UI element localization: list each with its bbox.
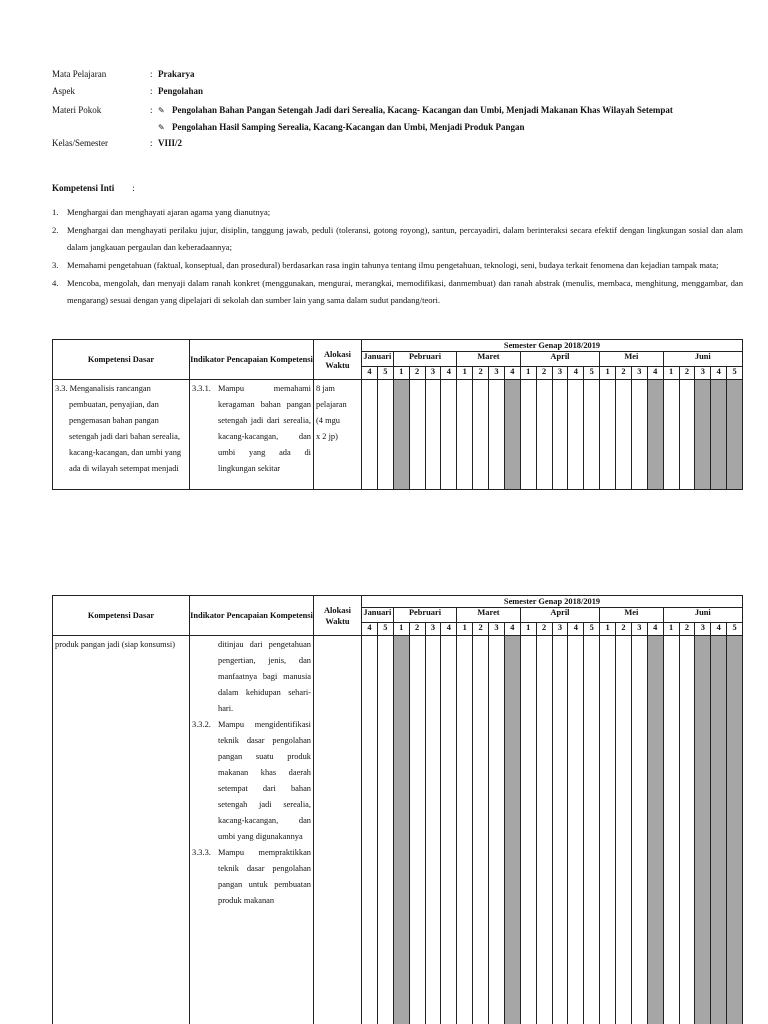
aspek-row xyxy=(52,85,752,102)
mapel-row xyxy=(52,68,752,85)
schedule-cell xyxy=(536,636,552,1024)
month-header: Januari xyxy=(362,352,394,367)
week-header: 2 xyxy=(409,623,425,636)
schedule-table-2 xyxy=(52,595,743,1024)
col-kd-header: Kompetensi Dasar xyxy=(53,340,190,380)
identity-block xyxy=(52,68,752,154)
pen-bullet-icon: ✎ xyxy=(158,106,165,115)
week-header: 3 xyxy=(425,367,441,380)
schedule-cell xyxy=(631,636,647,1024)
kelas-label: Kelas/Semester xyxy=(52,138,108,148)
schedule-cell xyxy=(441,636,457,1024)
week-header: 1 xyxy=(520,623,536,636)
schedule-cell xyxy=(457,636,473,1024)
week-header: 4 xyxy=(568,623,584,636)
schedule-cell xyxy=(695,380,711,490)
schedule-cell xyxy=(425,380,441,490)
week-header: 5 xyxy=(377,623,393,636)
week-header: 4 xyxy=(362,623,378,636)
schedule-cell xyxy=(362,636,378,1024)
week-header: 1 xyxy=(393,623,409,636)
month-header: Mei xyxy=(600,608,664,623)
week-header: 2 xyxy=(616,623,632,636)
schedule-cell xyxy=(552,380,568,490)
month-header: April xyxy=(520,352,599,367)
schedule-cell xyxy=(679,380,695,490)
aspek-label: Aspek xyxy=(52,86,75,96)
schedule-cell xyxy=(647,380,663,490)
week-header: 3 xyxy=(489,623,505,636)
week-header: 4 xyxy=(647,623,663,636)
schedule-cell xyxy=(362,380,378,490)
mapel-colon: : xyxy=(150,69,153,79)
materi-row xyxy=(52,102,752,119)
schedule-cell xyxy=(409,636,425,1024)
materi-label: Materi Pokok xyxy=(52,105,102,115)
week-header: 3 xyxy=(489,367,505,380)
week-header: 2 xyxy=(473,623,489,636)
kelas-row xyxy=(52,137,752,154)
schedule-cell xyxy=(600,380,616,490)
week-header: 4 xyxy=(504,623,520,636)
week-header: 2 xyxy=(536,623,552,636)
month-header: Maret xyxy=(457,352,521,367)
week-header: 1 xyxy=(520,367,536,380)
schedule-cell xyxy=(727,636,743,1024)
schedule-cell xyxy=(425,636,441,1024)
week-header: 4 xyxy=(711,623,727,636)
schedule-cell xyxy=(489,636,505,1024)
schedule-cell xyxy=(600,636,616,1024)
week-header: 3 xyxy=(695,623,711,636)
week-header: 3 xyxy=(631,367,647,380)
ki-colon: : xyxy=(132,183,135,193)
kd-cell: produk pangan jadi (siap konsumsi) xyxy=(53,636,190,1024)
ind-cell: ditinjau dari pengetahuan pengertian, jenis, dan manfaatnya bagi manusia dalam kehidupan sehari-hari. 3.3.2. Mampu mengidentifikasi teknik dasar pengolahan pangan suatu produk makanan khas daerah setempat dari bahan setengah jadi serealia, kacang-kacangan, dan umbi yang digunakannya 3.3.3. Mampu mempraktikkan teknik dasar pengolahan pangan untuk pembuatan produk makanan xyxy=(190,636,314,1024)
week-header: 4 xyxy=(362,367,378,380)
semester-header: Semester Genap 2018/2019 xyxy=(362,596,743,608)
ki-item: 3. Memahami pengetahuan (faktual, konseptual, dan prosedural) berdasarkan rasa ingin tahunya tentang ilmu pengetahuan, teknologi, seni, budaya terkait fenomena dan kejadian tampak mata; xyxy=(52,260,719,270)
kd-cell: 3.3. Menganalisis rancangan pembuatan, penyajian, dan pengemasan bahan pangan setengah jadi dari bahan serealia, kacang-kacangan, dan umbi yang ada di wilayah setempat menjadi xyxy=(53,380,190,490)
col-alok-header: Alokasi Waktu xyxy=(314,340,362,380)
schedule-cell xyxy=(679,636,695,1024)
schedule-cell xyxy=(695,636,711,1024)
schedule-cell xyxy=(584,380,600,490)
aspek-value: Pengolahan xyxy=(158,86,204,96)
alok-cell: 8 jam pelajaran (4 mgu x 2 jp) xyxy=(314,380,362,490)
schedule-cell xyxy=(552,636,568,1024)
schedule-cell xyxy=(663,636,679,1024)
materi-item-2: Pengolahan Hasil Samping Serealia, Kacang-Kacangan dan Umbi, Menjadi Produk Pangan xyxy=(172,122,525,132)
week-header: 3 xyxy=(425,623,441,636)
week-header: 4 xyxy=(568,367,584,380)
col-kd-header: Kompetensi Dasar xyxy=(53,596,190,636)
aspek-colon: : xyxy=(150,86,153,96)
month-header: Juni xyxy=(663,608,742,623)
semester-header: Semester Genap 2018/2019 xyxy=(362,340,743,352)
ki-list xyxy=(52,204,743,310)
schedule-cell xyxy=(647,636,663,1024)
materi-colon: : xyxy=(150,105,153,115)
week-header: 3 xyxy=(552,623,568,636)
schedule-cell xyxy=(663,380,679,490)
schedule-cell xyxy=(568,380,584,490)
col-ind-header: Indikator Pencapaian Kompetensi xyxy=(190,340,314,380)
week-header: 3 xyxy=(631,623,647,636)
schedule-cell xyxy=(409,380,425,490)
month-header: Mei xyxy=(600,352,664,367)
week-header: 5 xyxy=(727,367,743,380)
week-header: 5 xyxy=(377,367,393,380)
mapel-value: Prakarya xyxy=(158,69,195,79)
week-header: 1 xyxy=(663,623,679,636)
schedule-cell xyxy=(584,636,600,1024)
month-header: Juni xyxy=(663,352,742,367)
schedule-cell xyxy=(631,380,647,490)
week-header: 2 xyxy=(409,367,425,380)
week-header: 3 xyxy=(695,367,711,380)
week-header: 4 xyxy=(504,367,520,380)
kelas-value: VIII/2 xyxy=(158,138,183,148)
ki-item: 1. Menghargai dan menghayati ajaran agama yang dianutnya; xyxy=(52,207,271,217)
month-header: Maret xyxy=(457,608,521,623)
week-header: 1 xyxy=(600,367,616,380)
table-row xyxy=(53,380,743,490)
week-header: 2 xyxy=(536,367,552,380)
kelas-colon: : xyxy=(150,138,153,148)
month-header: Pebruari xyxy=(393,608,457,623)
week-header: 5 xyxy=(584,367,600,380)
week-header: 2 xyxy=(473,367,489,380)
col-alok-header: Alokasi Waktu xyxy=(314,596,362,636)
schedule-cell xyxy=(377,380,393,490)
ki-item: 2. Menghargai dan menghayati perilaku jujur, disiplin, tanggung jawab, peduli (toleransi, gotong royong), santun, percayadiri, dalam berinteraksi secara efektif dengan lingkungan sosial dan alam dalam jangkauan pergaulan dan keberadaannya; xyxy=(52,225,743,252)
week-header: 1 xyxy=(457,367,473,380)
schedule-cell xyxy=(377,636,393,1024)
alok-cell xyxy=(314,636,362,1024)
week-header: 4 xyxy=(711,367,727,380)
week-header: 1 xyxy=(457,623,473,636)
week-header: 2 xyxy=(679,623,695,636)
week-header: 5 xyxy=(584,623,600,636)
week-header: 5 xyxy=(727,623,743,636)
ind-cell: 3.3.1. Mampu memahami keragaman bahan pangan setengah jadi dari serealia, kacang-kacangan, dan umbi yang ada di lingkungan sekitar xyxy=(190,380,314,490)
schedule-cell xyxy=(489,380,505,490)
schedule-cell xyxy=(616,380,632,490)
week-header: 4 xyxy=(647,367,663,380)
col-ind-header: Indikator Pencapaian Kompetensi xyxy=(190,596,314,636)
schedule-cell xyxy=(457,380,473,490)
schedule-cell xyxy=(616,636,632,1024)
schedule-cell xyxy=(504,636,520,1024)
schedule-cell xyxy=(520,380,536,490)
schedule-cell xyxy=(473,636,489,1024)
schedule-cell xyxy=(393,636,409,1024)
schedule-cell xyxy=(473,380,489,490)
schedule-cell xyxy=(504,380,520,490)
schedule-cell xyxy=(393,380,409,490)
week-header: 4 xyxy=(441,623,457,636)
materi-item-1: Pengolahan Bahan Pangan Setengah Jadi dari Serealia, Kacang- Kacangan dan Umbi, Menjadi Makanan Khas Wilayah Setempat xyxy=(172,105,673,115)
schedule-cell xyxy=(441,380,457,490)
pen-bullet-icon: ✎ xyxy=(158,123,165,132)
schedule-cell xyxy=(536,380,552,490)
schedule-cell xyxy=(520,636,536,1024)
week-header: 3 xyxy=(552,367,568,380)
ki-item: 4. Mencoba, mengolah, dan menyaji dalam ranah konkret (menggunakan, mengurai, merangkai, memodifikasi, danmembuat) dan ranah abstrak (menulis, membaca, menghitung, menggambar, dan mengarang) sesuai dengan yang dipelajari di sekolah dan sumber lain yang sama dalam sudut pandang/teori. xyxy=(52,278,743,305)
mapel-label: Mata Pelajaran xyxy=(52,69,107,79)
month-header: April xyxy=(520,608,599,623)
month-header: Pebruari xyxy=(393,352,457,367)
schedule-cell xyxy=(711,380,727,490)
materi-row-2 xyxy=(52,119,752,136)
schedule-table-1 xyxy=(52,339,743,490)
month-header: Januari xyxy=(362,608,394,623)
table-row xyxy=(53,636,743,1024)
week-header: 1 xyxy=(663,367,679,380)
week-header: 2 xyxy=(679,367,695,380)
schedule-cell xyxy=(727,380,743,490)
week-header: 2 xyxy=(616,367,632,380)
schedule-cell xyxy=(711,636,727,1024)
week-header: 1 xyxy=(393,367,409,380)
schedule-cell xyxy=(568,636,584,1024)
week-header: 4 xyxy=(441,367,457,380)
ki-title: Kompetensi Inti : xyxy=(52,183,135,193)
week-header: 1 xyxy=(600,623,616,636)
